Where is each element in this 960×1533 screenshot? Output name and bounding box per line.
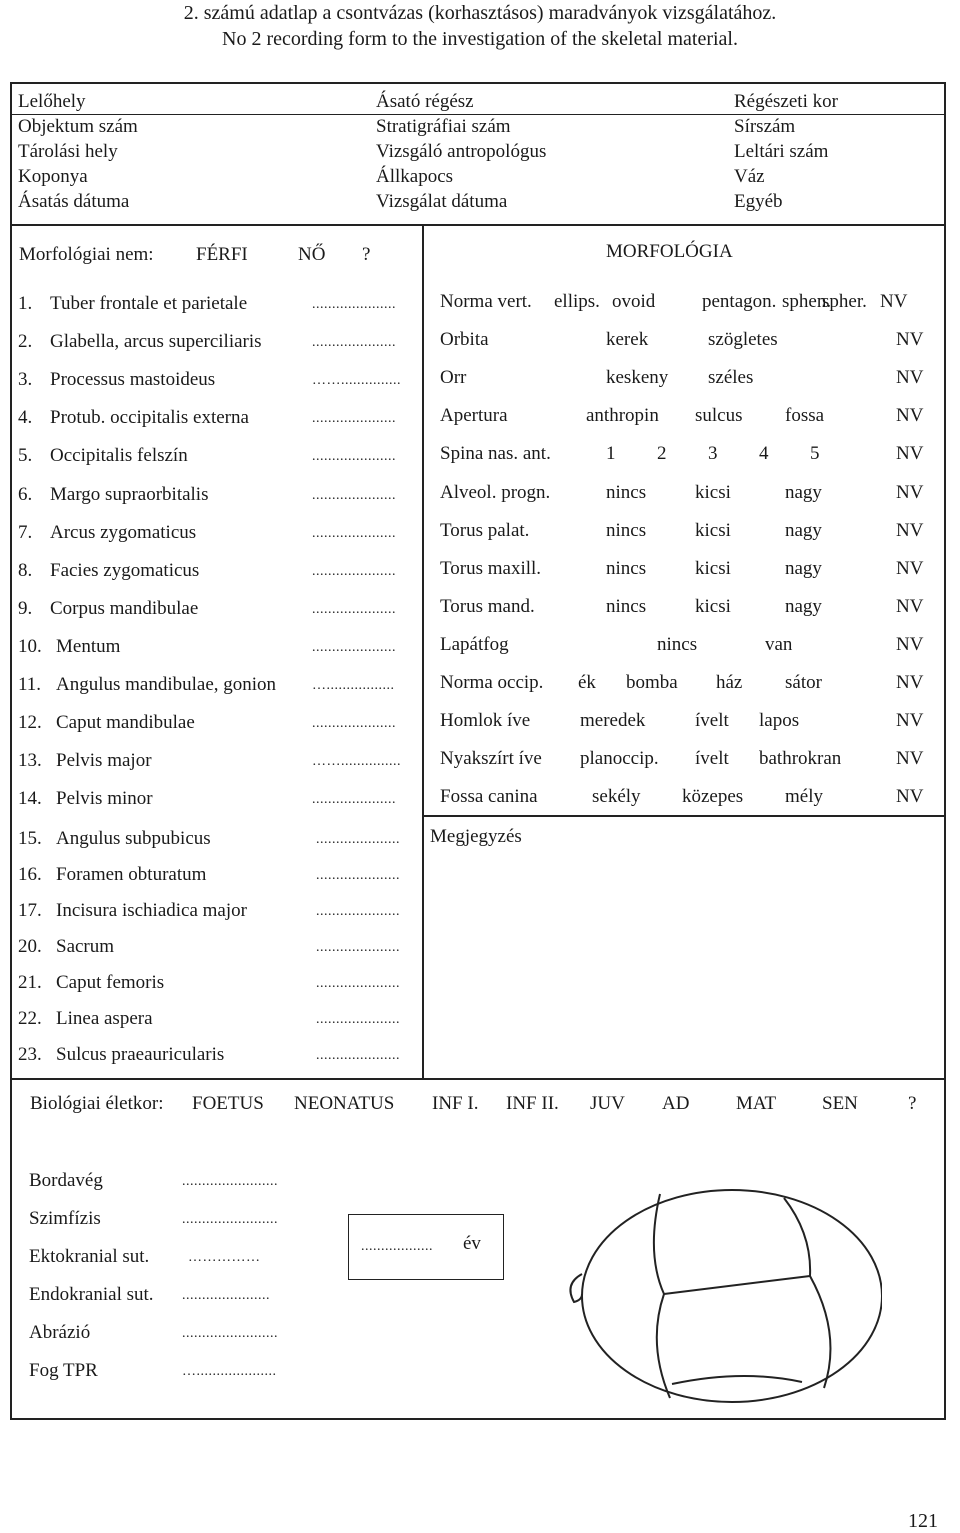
trait-number: 16. bbox=[18, 864, 42, 885]
morphology-option[interactable]: kicsi bbox=[695, 481, 731, 503]
morphology-option[interactable]: széles bbox=[708, 367, 754, 389]
trait-name: Glabella, arcus superciliaris bbox=[50, 331, 262, 353]
morphology-row-label: Orr bbox=[440, 367, 467, 389]
morphology-row-label: Lapátfog bbox=[440, 633, 509, 655]
trait-number: 21. bbox=[18, 972, 42, 993]
trait-score-field[interactable]: ..................... bbox=[312, 297, 396, 312]
morphology-option[interactable]: planoccip. bbox=[580, 748, 659, 770]
sex-option-male[interactable]: FÉRFI bbox=[196, 244, 248, 265]
header-field-label: Egyéb bbox=[734, 191, 783, 212]
trait-name: Facies zygomaticus bbox=[50, 559, 200, 581]
trait-number: 10. bbox=[18, 635, 42, 657]
trait-number: 22. bbox=[18, 1008, 42, 1029]
morphology-nv-option[interactable]: NV bbox=[896, 710, 924, 732]
trait-number: 9. bbox=[18, 597, 33, 619]
trait-name: Caput femoris bbox=[56, 972, 165, 993]
trait-number: 1. bbox=[18, 293, 33, 314]
trait-number: 5. bbox=[18, 445, 33, 467]
morphology-nv-option[interactable]: NV bbox=[880, 291, 908, 312]
morphology-option[interactable]: meredek bbox=[580, 710, 646, 732]
morphology-nv-option[interactable]: NV bbox=[896, 367, 924, 389]
morphology-title: MORFOLÓGIA bbox=[606, 241, 733, 262]
morphology-row-label: Homlok íve bbox=[440, 710, 531, 732]
morphology-row-label: Apertura bbox=[440, 405, 508, 427]
morphology-option[interactable]: fossa bbox=[785, 405, 825, 427]
notes-top-line bbox=[424, 815, 944, 817]
trait-score-field[interactable]: ..................... bbox=[312, 601, 396, 617]
trait-score-field[interactable]: ..................... bbox=[316, 832, 400, 847]
header-field-label: Objektum szám bbox=[18, 116, 138, 137]
morphology-row-label: Torus maxill. bbox=[440, 557, 542, 579]
trait-name: Occipitalis felszín bbox=[50, 445, 188, 467]
form-title-english: No 2 recording form to the investigation of the skeletal material. bbox=[222, 28, 738, 50]
trait-score-field[interactable]: ..................... bbox=[312, 449, 396, 465]
morphology-nv-option[interactable]: NV bbox=[896, 481, 924, 503]
header-field-label: Váz bbox=[734, 166, 765, 187]
trait-name: Angulus subpubicus bbox=[56, 828, 211, 849]
morphology-option[interactable]: nagy bbox=[785, 519, 822, 541]
morphology-row-label: Fossa canina bbox=[440, 786, 538, 808]
age-method-field[interactable]: ........................ bbox=[182, 1212, 278, 1227]
morphology-nv-option[interactable]: NV bbox=[896, 519, 924, 541]
sex-option-unknown[interactable]: ? bbox=[362, 244, 371, 265]
header-field-label: Koponya bbox=[18, 166, 88, 187]
age-method-field[interactable]: …………… bbox=[188, 1250, 261, 1265]
trait-number: 13. bbox=[18, 750, 42, 772]
trait-score-field[interactable]: ..................... bbox=[316, 1012, 400, 1027]
morphology-nv-option[interactable]: NV bbox=[896, 672, 924, 693]
morphology-option[interactable]: anthropin bbox=[586, 405, 659, 427]
trait-score-field[interactable]: ..................... bbox=[312, 639, 396, 655]
trait-score-field[interactable]: ..................... bbox=[316, 904, 400, 919]
morphology-option[interactable]: 3 bbox=[708, 443, 718, 465]
age-option[interactable]: INF II. bbox=[506, 1093, 559, 1114]
age-method-label: Abrázió bbox=[29, 1322, 91, 1343]
morphology-nv-option[interactable]: NV bbox=[896, 443, 924, 465]
trait-score-field[interactable]: …................. bbox=[312, 678, 395, 693]
morphology-option[interactable]: ívelt bbox=[695, 710, 729, 732]
morphology-nv-option[interactable]: NV bbox=[896, 329, 924, 351]
morphology-option[interactable]: van bbox=[765, 633, 793, 655]
morphology-option[interactable]: kicsi bbox=[695, 557, 731, 579]
trait-number: 3. bbox=[18, 369, 33, 391]
trait-number: 2. bbox=[18, 331, 33, 353]
morphology-nv-option[interactable]: NV bbox=[896, 633, 924, 655]
trait-number: 7. bbox=[18, 521, 33, 543]
morphology-option[interactable]: 1 bbox=[606, 443, 616, 465]
page-number: 121 bbox=[908, 1510, 938, 1532]
age-section-line bbox=[12, 1078, 944, 1080]
trait-score-field[interactable]: ..................... bbox=[316, 940, 400, 955]
morphology-option[interactable]: ellips. bbox=[554, 291, 600, 312]
trait-name: Processus mastoideus bbox=[50, 369, 216, 391]
morphology-option[interactable]: nagy bbox=[785, 595, 822, 617]
morphology-option[interactable]: bomba bbox=[626, 672, 678, 693]
morphology-option[interactable]: ék bbox=[578, 672, 596, 693]
header-field-label: Vizsgáló antropológus bbox=[376, 141, 547, 162]
age-option[interactable]: JUV bbox=[590, 1093, 625, 1114]
age-method-label: Bordavég bbox=[29, 1170, 103, 1191]
trait-number: 8. bbox=[18, 559, 33, 581]
trait-score-field[interactable]: ..................... bbox=[316, 976, 400, 991]
morphology-nv-option[interactable]: NV bbox=[896, 557, 924, 579]
trait-number: 11. bbox=[18, 674, 42, 695]
morphology-option[interactable]: közepes bbox=[682, 786, 744, 808]
age-method-field[interactable]: ...................... bbox=[182, 1288, 270, 1303]
sex-option-female[interactable]: NŐ bbox=[298, 244, 326, 265]
header-field-label: Tárolási hely bbox=[18, 141, 118, 162]
header-field-label: Sírszám bbox=[734, 116, 796, 137]
trait-name: Foramen obturatum bbox=[56, 864, 207, 885]
morphology-row-label: Spina nas. ant. bbox=[440, 443, 551, 465]
trait-score-field[interactable]: ..................... bbox=[312, 716, 396, 732]
age-method-field[interactable]: ........................ bbox=[182, 1174, 278, 1189]
header-field-label: Állkapocs bbox=[376, 166, 454, 187]
form-title-hungarian: 2. számú adatlap a csontvázas (korhasztásos) maradványok vizsgálatához. bbox=[183, 2, 777, 24]
age-method-field[interactable]: ….................... bbox=[182, 1364, 277, 1379]
trait-number: 15. bbox=[18, 828, 42, 849]
morphology-nv-option[interactable]: NV bbox=[896, 786, 924, 808]
age-option[interactable]: MAT bbox=[736, 1093, 777, 1114]
header-field-label: Ásató régész bbox=[376, 91, 474, 112]
trait-score-field[interactable]: ..................... bbox=[316, 1048, 400, 1063]
morphology-row-label: Norma occip. bbox=[440, 672, 544, 693]
morphology-option[interactable]: kicsi bbox=[695, 595, 731, 617]
morphology-option[interactable]: szögletes bbox=[708, 329, 778, 351]
age-result-dots: .................. bbox=[361, 1239, 433, 1254]
trait-name: Mentum bbox=[56, 635, 121, 657]
trait-name: Corpus mandibulae bbox=[50, 597, 199, 619]
morphology-option[interactable]: nagy bbox=[785, 557, 822, 579]
age-result-box[interactable] bbox=[348, 1214, 504, 1280]
morphology-row-label: Torus palat. bbox=[440, 519, 530, 541]
morphology-option[interactable]: nincs bbox=[606, 557, 647, 579]
age-method-label: Fog TPR bbox=[29, 1360, 98, 1381]
morphology-row-label: Torus mand. bbox=[440, 595, 535, 617]
morphology-option[interactable]: bathrokran bbox=[759, 748, 842, 770]
header-field-label: Ásatás dátuma bbox=[18, 191, 130, 212]
age-label: Biológiai életkor: bbox=[30, 1093, 164, 1114]
trait-name: Tuber frontale et parietale bbox=[50, 293, 248, 314]
morphology-option[interactable]: 5 bbox=[810, 443, 820, 465]
trait-number: 23. bbox=[18, 1044, 42, 1065]
header-field-label: Leltári szám bbox=[734, 141, 829, 162]
header-divider bbox=[12, 114, 944, 115]
age-method-label: Ektokranial sut. bbox=[29, 1246, 150, 1267]
morphology-option[interactable]: kicsi bbox=[695, 519, 731, 541]
age-option[interactable]: ? bbox=[908, 1093, 917, 1114]
trait-score-field[interactable]: ..................... bbox=[316, 868, 400, 883]
trait-name: Arcus zygomaticus bbox=[50, 521, 197, 543]
age-option[interactable]: SEN bbox=[822, 1093, 858, 1114]
skull-suture-diagram bbox=[552, 1184, 882, 1409]
age-method-label: Endokranial sut. bbox=[29, 1284, 154, 1305]
trait-name: Pelvis major bbox=[56, 750, 152, 772]
trait-score-field[interactable]: ……............... bbox=[312, 754, 401, 770]
header-bottom-line bbox=[12, 224, 944, 226]
trait-name: Sulcus praeauricularis bbox=[56, 1044, 225, 1065]
trait-name: Margo supraorbitalis bbox=[50, 483, 209, 505]
age-option[interactable]: AD bbox=[662, 1093, 690, 1114]
notes-label: Megjegyzés bbox=[430, 826, 522, 847]
trait-score-field[interactable]: ..................... bbox=[312, 411, 396, 427]
morphology-option[interactable]: keskeny bbox=[606, 367, 669, 389]
trait-score-field[interactable]: ..................... bbox=[312, 487, 396, 503]
morphology-option[interactable]: 2 bbox=[657, 443, 667, 465]
trait-number: 6. bbox=[18, 483, 33, 505]
morphology-option[interactable]: pentagon. bbox=[702, 291, 777, 312]
morphology-row-label: Norma vert. bbox=[440, 291, 532, 312]
morphology-option[interactable]: sátor bbox=[785, 672, 822, 693]
morphology-option[interactable]: ház bbox=[716, 672, 743, 693]
morphology-nv-option[interactable]: NV bbox=[896, 748, 924, 770]
trait-number: 20. bbox=[18, 936, 42, 957]
trait-score-field[interactable]: ……............... bbox=[312, 373, 401, 389]
age-option[interactable]: NEONATUS bbox=[294, 1093, 395, 1114]
age-method-label: Szimfízis bbox=[29, 1208, 101, 1229]
morphology-option[interactable]: mély bbox=[785, 786, 823, 808]
morphology-option[interactable]: nincs bbox=[657, 633, 698, 655]
age-method-field[interactable]: ........................ bbox=[182, 1326, 278, 1341]
morphology-option[interactable]: nincs bbox=[606, 519, 647, 541]
header-field-label: Lelőhely bbox=[18, 91, 86, 112]
trait-number: 14. bbox=[18, 788, 42, 810]
morphology-option[interactable]: nagy bbox=[785, 481, 822, 503]
morphology-option[interactable]: ívelt bbox=[695, 748, 729, 770]
trait-name: Angulus mandibulae, gonion bbox=[56, 674, 277, 695]
morphology-nv-option[interactable]: NV bbox=[896, 405, 924, 427]
age-option[interactable]: INF I. bbox=[432, 1093, 479, 1114]
morphology-option[interactable]: spher. bbox=[822, 291, 867, 312]
sex-label: Morfológiai nem: bbox=[19, 244, 154, 265]
header-field-label: Régészeti kor bbox=[734, 91, 838, 112]
trait-name: Pelvis minor bbox=[56, 788, 153, 810]
morphology-option[interactable]: nincs bbox=[606, 481, 647, 503]
morphology-option[interactable]: sphen. bbox=[782, 291, 832, 312]
morphology-nv-option[interactable]: NV bbox=[896, 595, 924, 617]
age-option[interactable]: FOETUS bbox=[192, 1093, 264, 1114]
morphology-row-label: Alveol. progn. bbox=[440, 481, 551, 503]
morphology-option[interactable]: nincs bbox=[606, 595, 647, 617]
header-field-label: Vizsgálat dátuma bbox=[376, 191, 508, 212]
header-field-label: Stratigráfiai szám bbox=[376, 116, 511, 137]
trait-score-field[interactable]: ..................... bbox=[312, 563, 396, 579]
age-result-unit: év bbox=[463, 1233, 481, 1254]
morphology-option[interactable]: kerek bbox=[606, 329, 649, 351]
morphology-option[interactable]: sulcus bbox=[695, 405, 743, 427]
trait-number: 4. bbox=[18, 407, 33, 429]
recording-form bbox=[10, 82, 946, 1420]
morphology-option[interactable]: lapos bbox=[759, 710, 800, 732]
morphology-option[interactable]: sekély bbox=[592, 786, 641, 808]
morphology-option[interactable]: ovoid bbox=[612, 291, 656, 312]
morphology-row-label: Orbita bbox=[440, 329, 489, 351]
trait-name: Linea aspera bbox=[56, 1008, 153, 1029]
trait-name: Caput mandibulae bbox=[56, 712, 195, 734]
trait-score-field[interactable]: ..................... bbox=[312, 335, 396, 351]
column-divider bbox=[422, 226, 424, 1078]
trait-name: Incisura ischiadica major bbox=[56, 900, 247, 921]
morphology-row-label: Nyakszírt íve bbox=[440, 748, 542, 770]
trait-name: Protub. occipitalis externa bbox=[50, 407, 249, 429]
trait-name: Sacrum bbox=[56, 936, 115, 957]
morphology-option[interactable]: 4 bbox=[759, 443, 769, 465]
trait-number: 17. bbox=[18, 900, 42, 921]
trait-score-field[interactable]: ..................... bbox=[312, 525, 396, 541]
trait-number: 12. bbox=[18, 712, 42, 734]
trait-score-field[interactable]: ..................... bbox=[312, 792, 396, 808]
